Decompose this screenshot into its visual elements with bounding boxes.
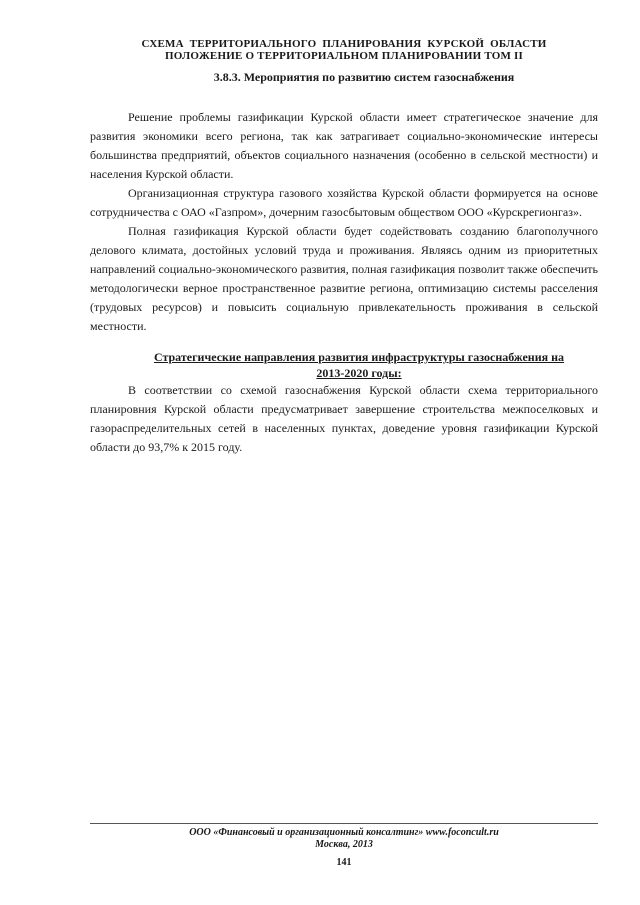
footer-line-2: Москва, 2013 <box>315 839 373 850</box>
header-line-2: ПОЛОЖЕНИЕ О ТЕРРИТОРИАЛЬНОМ ПЛАНИРОВАНИИ ТОМ II <box>165 50 523 62</box>
footer-line-1: ООО «Финансовый и организационный консалтинг» www.foconcult.ru <box>189 827 499 838</box>
subsection-heading <box>90 349 598 381</box>
footer-divider <box>90 823 598 824</box>
paragraph: Организационная структура газового хозяйства Курской области формируется на основе сотрудничества с ОАО «Газпром», дочерним газосбытовым обществом ООО «Курскрегионгаз». <box>90 186 598 219</box>
page-header <box>90 38 598 62</box>
header-line-1: СХЕМА ТЕРРИТОРИАЛЬНОГО ПЛАНИРОВАНИЯ КУРСКОЙ ОБЛАСТИ <box>141 38 547 50</box>
page-footer <box>90 827 598 851</box>
page-number: 141 <box>336 857 352 868</box>
subsection-body <box>90 381 598 457</box>
paragraph: Решение проблемы газификации Курской области имеет стратегическое значение для развития экономики всего региона, так как затрагивает социально-экономические интересы большинства предприятий, объектов социального назначения (особенно в сельской местности) и населения Курской области. <box>90 110 598 181</box>
paragraph: В соответствии со схемой газоснабжения Курской области схема территориального планировния Курской области предусматривает завершение строительства межпоселковых и газораспределительных сетей в населенных пунктах, доведение уровня газификации Курской области до 93,7% к 2015 году. <box>90 383 598 454</box>
section-body <box>90 108 598 336</box>
paragraph: Полная газификация Курской области будет содействовать созданию благополучного делового климата, достойных условий труда и проживания. Являясь одним из приоритетных направлений социально-экономического развития, полная газификация позволит также обеспечить методологически верное пространственное развитие региона, оптимизацию системы расселения (трудовых ресурсов) и повысить социальную привлекательность проживания в сельской местности. <box>90 224 598 333</box>
subsection-heading-line-2: 2013-2020 годы: <box>316 366 402 380</box>
section-title: 3.8.3. Мероприятия по развитию систем газоснабжения <box>213 70 515 84</box>
subsection-heading-line-1: Стратегические направления развития инфраструктуры газоснабжения на <box>153 350 565 364</box>
